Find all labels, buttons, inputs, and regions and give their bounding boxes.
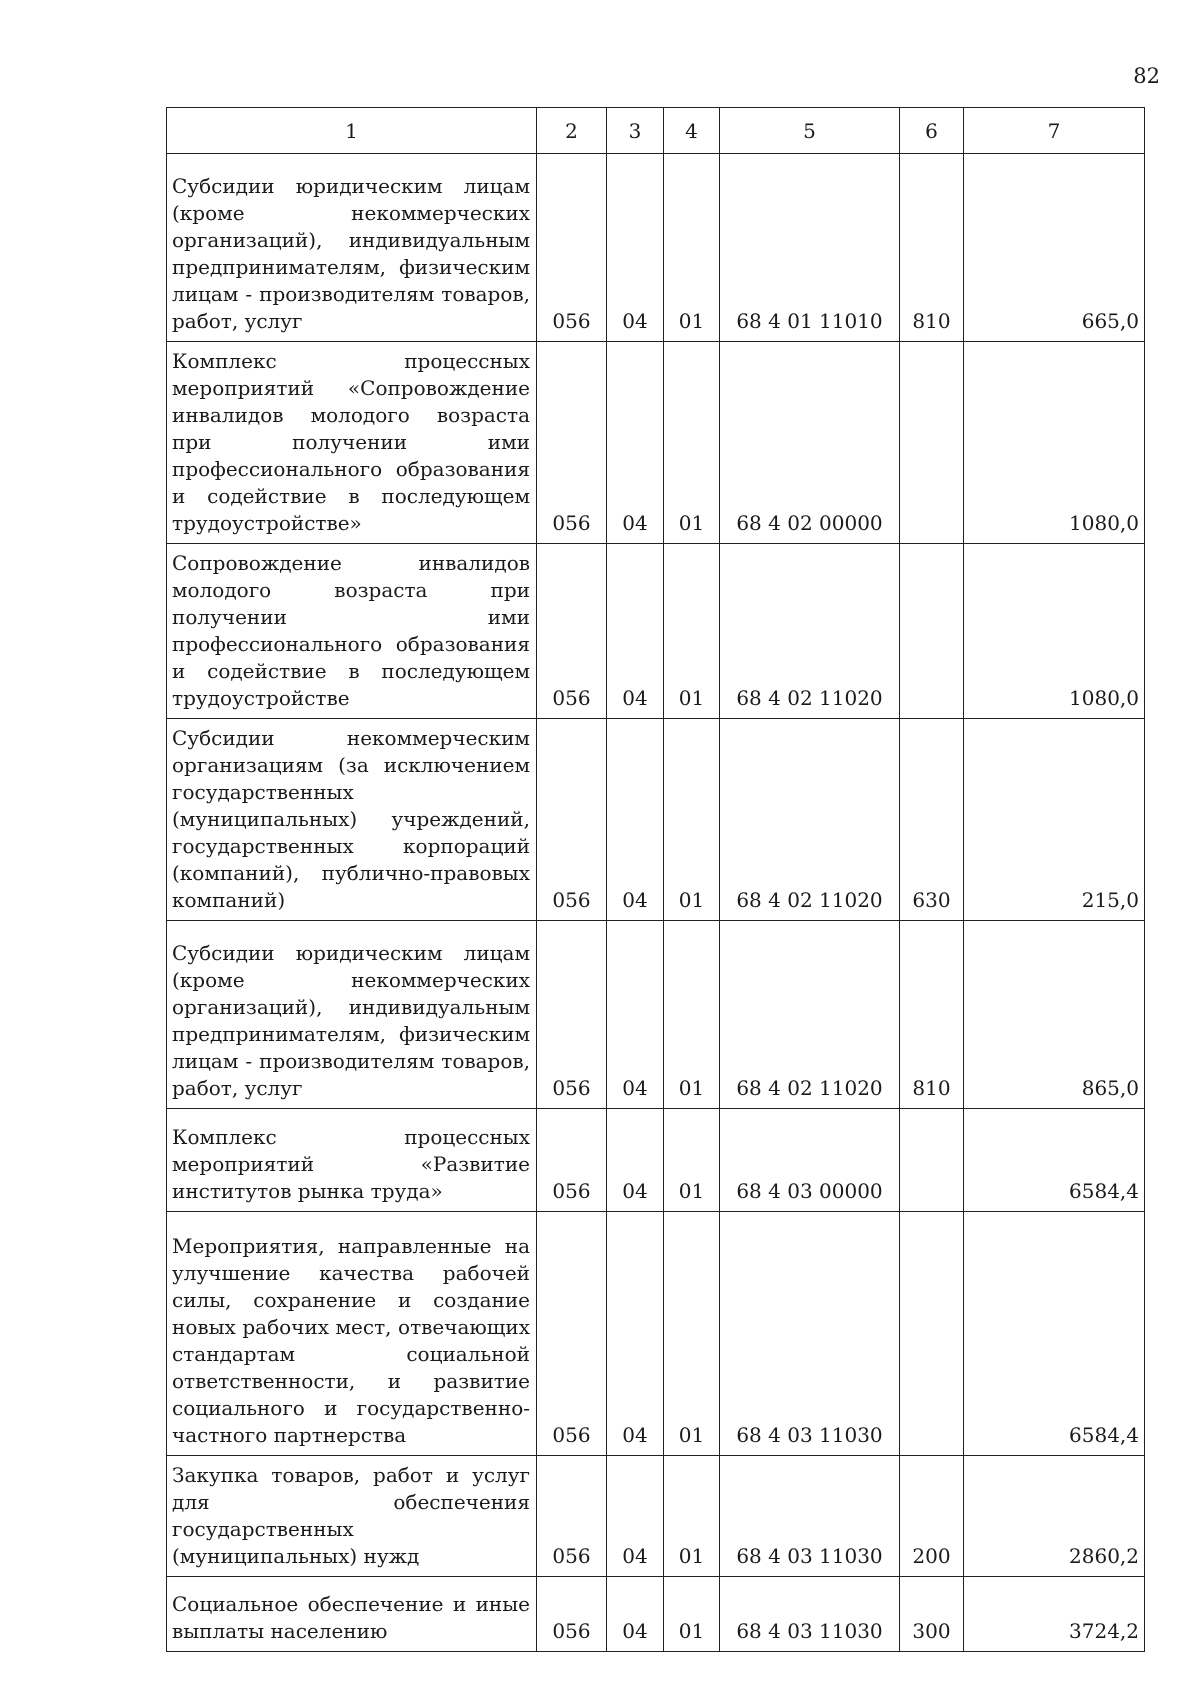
row-col-5: 68 4 02 00000 [720,342,900,544]
header-row [167,108,1145,154]
row-col-3: 04 [607,1212,664,1456]
row-col-3: 04 [607,544,664,719]
row-col-6: 200 [900,1456,964,1577]
row-name: Субсидии юридическим лицам (кроме некоммерческих организаций), индивидуальным предпринимателям, физическим лицам - производителям товаров, работ, услуг [167,154,537,342]
row-col-2: 056 [537,1577,607,1652]
row-col-4: 01 [664,1109,720,1212]
row-col-5: 68 4 01 11010 [720,154,900,342]
row-col-5: 68 4 02 11020 [720,544,900,719]
row-col-6 [900,342,964,544]
row-col-7: 865,0 [964,921,1145,1109]
row-name: Социальное обеспечение и иные выплаты населению [167,1577,537,1652]
row-name: Субсидии некоммерческим организациям (за исключением государственных (муниципальных) учреждений, государственных корпораций (компаний), публично-правовых компаний) [167,719,537,921]
row-name: Сопровождение инвалидов молодого возраста при получении ими профессионального образования и содействие в последующем трудоустройстве [167,544,537,719]
col-header-3: 3 [607,108,664,154]
row-col-3: 04 [607,1456,664,1577]
row-col-2: 056 [537,1109,607,1212]
row-col-4: 01 [664,1577,720,1652]
row-col-3: 04 [607,1577,664,1652]
row-name: Комплекс процессных мероприятий «Развитие институтов рынка труда» [167,1109,537,1212]
table-row [167,544,1145,719]
col-header-2: 2 [537,108,607,154]
row-col-2: 056 [537,154,607,342]
row-col-5: 68 4 03 11030 [720,1456,900,1577]
row-col-6 [900,544,964,719]
row-col-4: 01 [664,544,720,719]
budget-table [166,107,1145,1652]
row-col-4: 01 [664,719,720,921]
row-col-7: 215,0 [964,719,1145,921]
row-col-5: 68 4 03 11030 [720,1577,900,1652]
col-header-4: 4 [664,108,720,154]
row-col-5: 68 4 02 11020 [720,719,900,921]
row-col-6 [900,1212,964,1456]
row-col-5: 68 4 03 11030 [720,1212,900,1456]
row-col-7: 6584,4 [964,1109,1145,1212]
table-row [167,1456,1145,1577]
row-col-4: 01 [664,342,720,544]
row-col-2: 056 [537,921,607,1109]
row-col-7: 3724,2 [964,1577,1145,1652]
row-col-4: 01 [664,1456,720,1577]
table-row [167,921,1145,1109]
row-col-2: 056 [537,544,607,719]
row-col-6: 810 [900,154,964,342]
row-col-6: 810 [900,921,964,1109]
row-col-4: 01 [664,154,720,342]
col-header-7: 7 [964,108,1145,154]
table-row [167,342,1145,544]
row-col-4: 01 [664,921,720,1109]
row-col-5: 68 4 03 00000 [720,1109,900,1212]
row-col-2: 056 [537,1456,607,1577]
row-col-6 [900,1109,964,1212]
row-col-3: 04 [607,719,664,921]
row-col-4: 01 [664,1212,720,1456]
row-col-7: 665,0 [964,154,1145,342]
row-col-6: 300 [900,1577,964,1652]
row-name: Закупка товаров, работ и услуг для обеспечения государственных (муниципальных) нужд [167,1456,537,1577]
row-col-3: 04 [607,921,664,1109]
table-row [167,154,1145,342]
row-col-2: 056 [537,342,607,544]
row-col-2: 056 [537,719,607,921]
row-col-7: 2860,2 [964,1456,1145,1577]
row-col-7: 6584,4 [964,1212,1145,1456]
table-row [167,1109,1145,1212]
table-row [167,719,1145,921]
table-row [167,1212,1145,1456]
row-col-5: 68 4 02 11020 [720,921,900,1109]
table-row [167,1577,1145,1652]
row-name: Комплекс процессных мероприятий «Сопровождение инвалидов молодого возраста при получении ими профессионального образования и содействие в последующем трудоустройстве» [167,342,537,544]
row-name: Мероприятия, направленные на улучшение качества рабочей силы, сохранение и создание новых рабочих мест, отвечающих стандартам социальной ответственности, и развитие социального и государственно-частного партнерства [167,1212,537,1456]
row-col-3: 04 [607,154,664,342]
col-header-6: 6 [900,108,964,154]
row-col-7: 1080,0 [964,342,1145,544]
page-number: 82 [1133,64,1160,88]
row-col-3: 04 [607,342,664,544]
row-col-3: 04 [607,1109,664,1212]
col-header-5: 5 [720,108,900,154]
row-name: Субсидии юридическим лицам (кроме некоммерческих организаций), индивидуальным предпринимателям, физическим лицам - производителям товаров, работ, услуг [167,921,537,1109]
row-col-7: 1080,0 [964,544,1145,719]
col-header-1: 1 [167,108,537,154]
row-col-2: 056 [537,1212,607,1456]
row-col-6: 630 [900,719,964,921]
